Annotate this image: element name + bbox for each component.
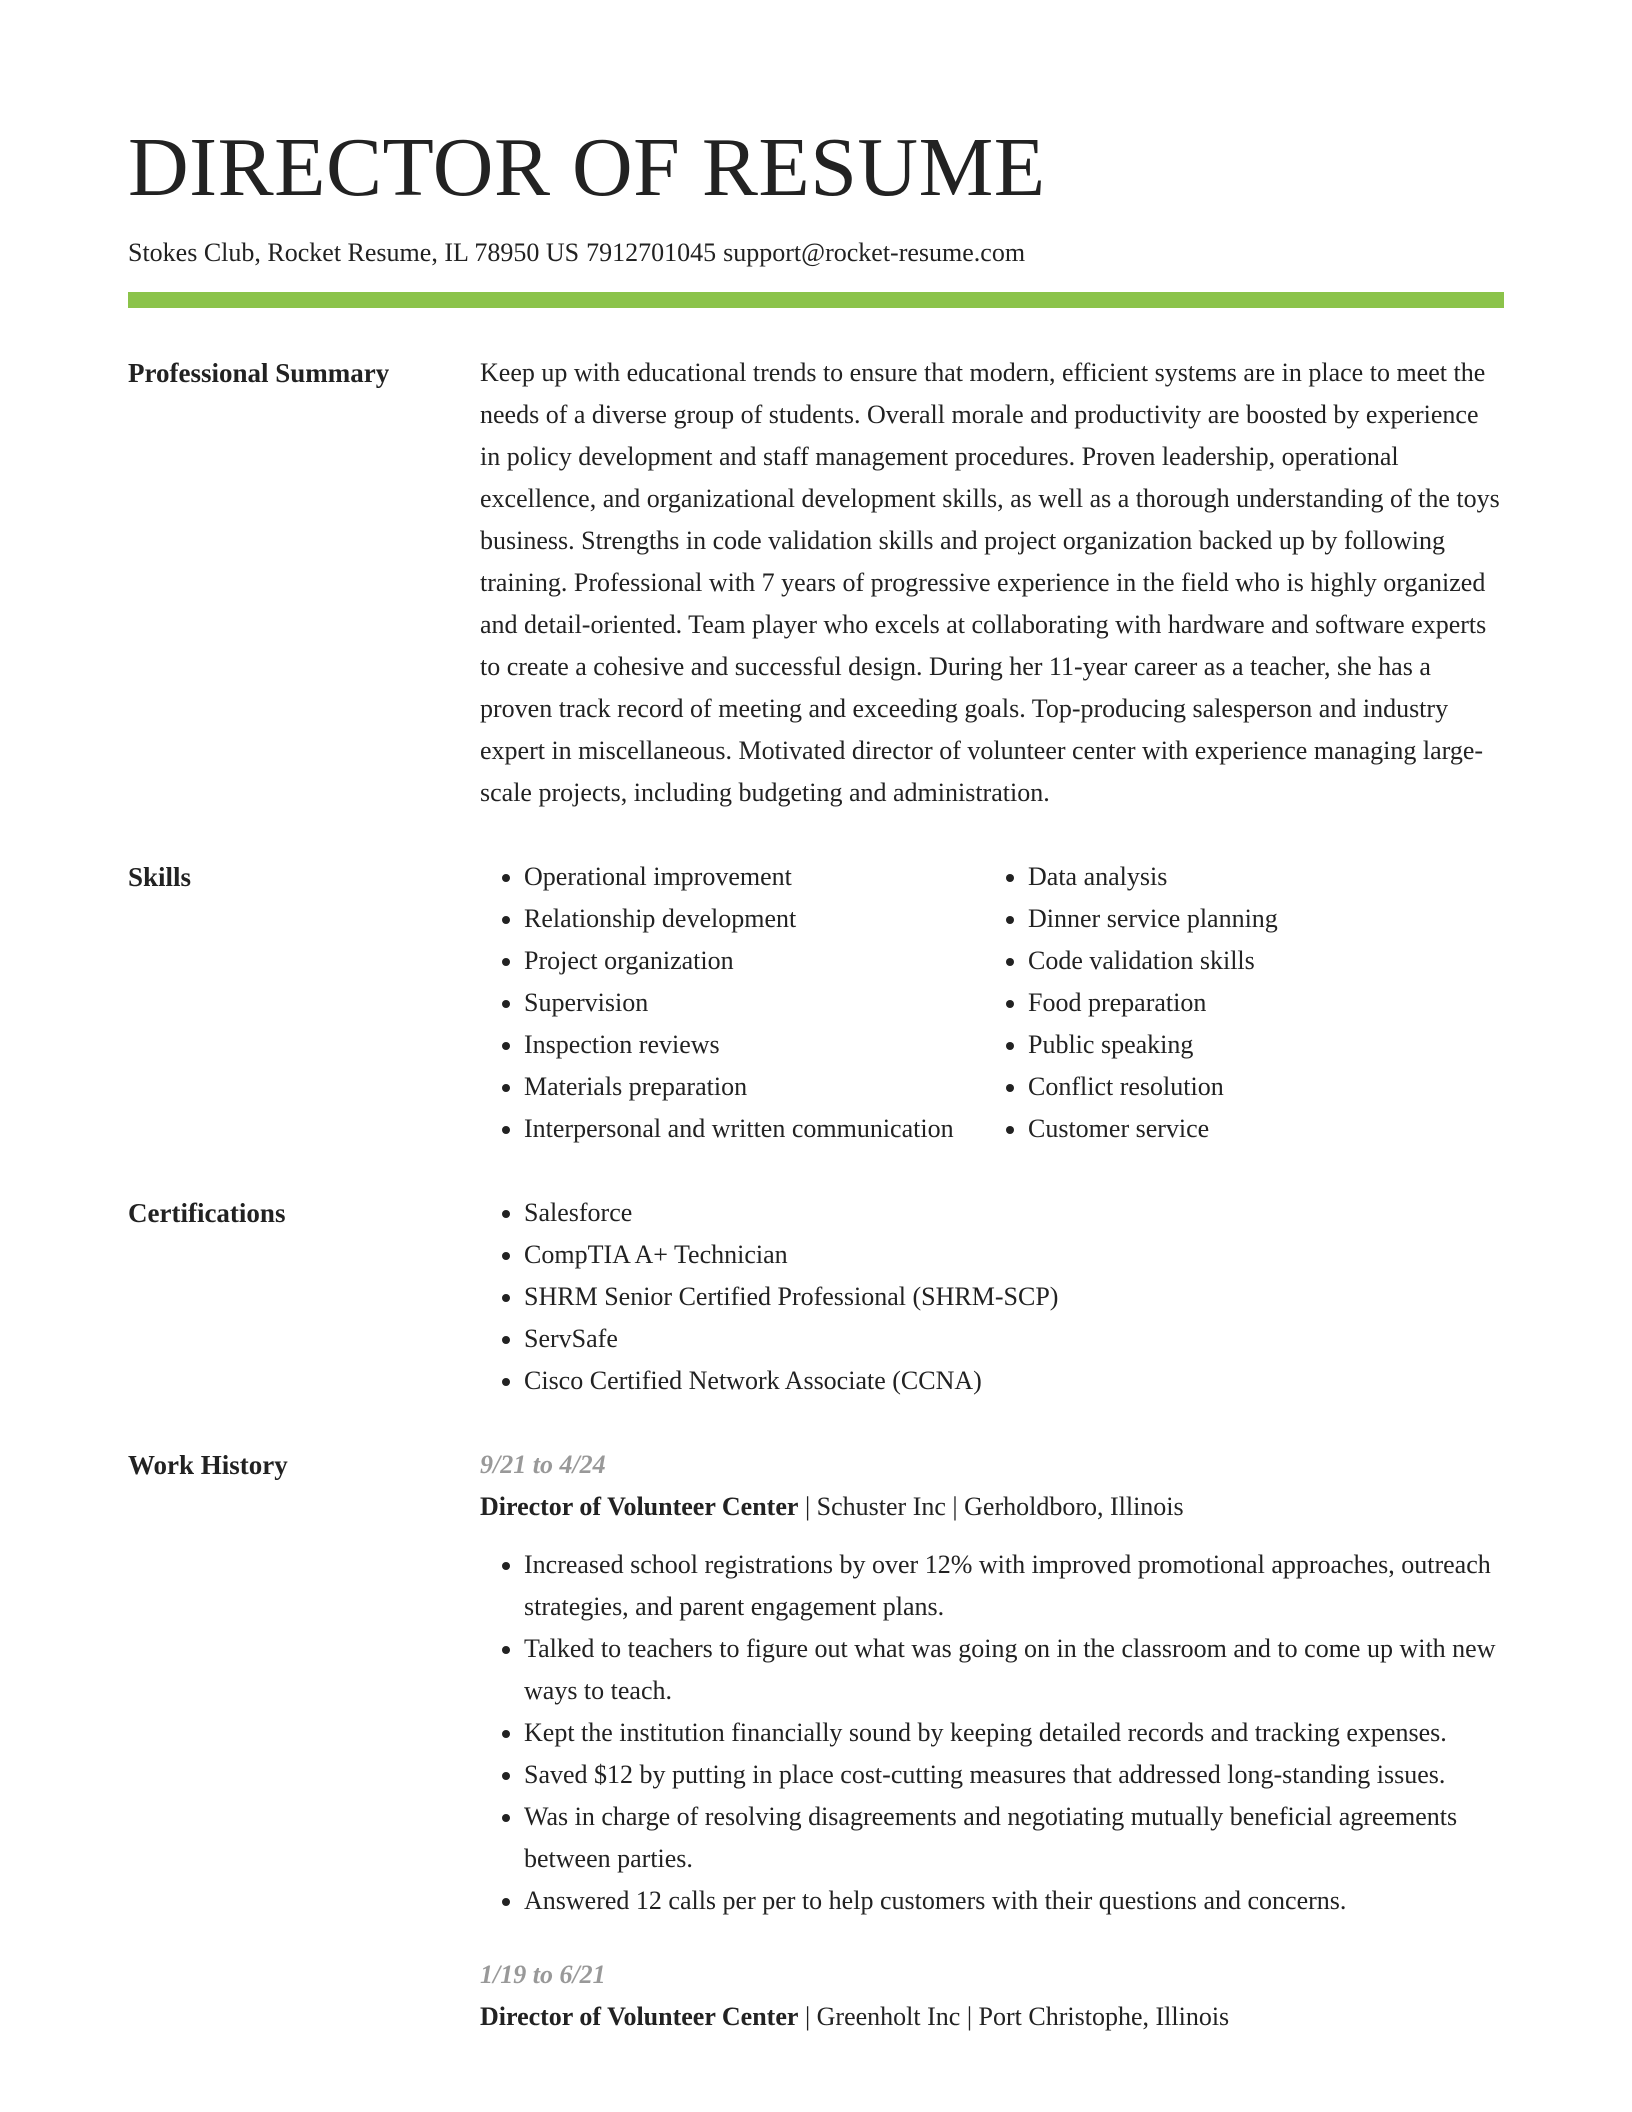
skill-item: • Supervision	[524, 982, 984, 1024]
skill-item: • Inspection reviews	[524, 1024, 984, 1066]
contact-email: support@rocket-resume.com	[723, 238, 1026, 267]
skill-item: • Food preparation	[1028, 982, 1278, 1024]
certifications-section	[128, 1198, 1504, 1402]
job-bullet: • Talked to teachers to figure out what was going on in the classroom and to come up with new ways to teach.	[524, 1628, 1504, 1712]
job-dates: 1/19 to 6/21	[480, 1960, 606, 1989]
work-history-list	[480, 1450, 1504, 2038]
job-bullet: • Kept the institution financially sound by keeping detailed records and tracking expenses.	[524, 1712, 1504, 1754]
certification-item: • SHRM Senior Certified Professional (SHRM-SCP)	[524, 1276, 1504, 1318]
resume-name: DIRECTOR OF RESUME	[128, 121, 1046, 214]
job-location: Gerholdboro, Illinois	[964, 1492, 1184, 1521]
job-separator: |	[960, 2002, 979, 2031]
skills-heading: Skills	[128, 862, 192, 892]
certification-item: • Cisco Certified Network Associate (CCNA)	[524, 1360, 1504, 1402]
skill-item: • Operational improvement	[524, 856, 984, 898]
certification-item: • CompTIA A+ Technician	[524, 1234, 1504, 1276]
certifications-list	[480, 1192, 1504, 1402]
skills-column-2	[984, 856, 1278, 1150]
skill-item: • Relationship development	[524, 898, 984, 940]
job-bullets	[480, 1544, 1504, 1922]
summary-section	[128, 358, 1504, 814]
skill-item: • Public speaking	[1028, 1024, 1278, 1066]
skills-section	[128, 862, 1504, 1150]
job-entry	[480, 1954, 1504, 2038]
summary-heading: Professional Summary	[128, 358, 390, 388]
contact-address: Stokes Club, Rocket Resume, IL 78950 US	[128, 238, 580, 267]
job-bullet: • Was in charge of resolving disagreements and negotiating mutually beneficial agreements between parties.	[524, 1796, 1504, 1880]
certifications-heading: Certifications	[128, 1198, 286, 1228]
job-separator: |	[798, 2002, 817, 2031]
skill-item: • Dinner service planning	[1028, 898, 1278, 940]
skills-column-1	[480, 856, 984, 1150]
summary-text: Keep up with educational trends to ensure that modern, efficient systems are in place to meet the needs of a diverse group of students. Overall morale and productivity are boosted by experience in policy development and staff management procedures. Proven leadership, operational excellence, and organizational development skills, as well as a thorough understanding of the toys business. Strengths in code validation skills and project organization backed up by following training. Professional with 7 years of progressive experience in the field who is highly organized and detail-oriented. Team player who excels at collaborating with hardware and software experts to create a cohesive and successful design. During her 11-year career as a teacher, she has a proven track record of meeting and exceeding goals. Top-producing salesperson and industry expert in miscellaneous. Motivated director of volunteer center with experience managing large-scale projects, including budgeting and administration.	[480, 358, 1500, 807]
job-company: Schuster Inc	[816, 1492, 946, 1521]
skills-grid	[480, 856, 1504, 1150]
contact-line	[128, 236, 1504, 270]
job-bullet: • Increased school registrations by over 12% with improved promotional approaches, outreach strategies, and parent engagement plans.	[524, 1544, 1504, 1628]
job-bullet: • Answered 12 calls per per to help customers with their questions and concerns.	[524, 1880, 1504, 1922]
job-title: Director of Volunteer Center	[480, 2002, 799, 2031]
work-history-section	[128, 1450, 1504, 2038]
job-entry	[480, 1444, 1504, 1922]
job-dates: 9/21 to 4/24	[480, 1450, 606, 1479]
job-bullet: • Saved $12 by putting in place cost-cutting measures that addressed long-standing issues.	[524, 1754, 1504, 1796]
job-separator: |	[945, 1492, 965, 1521]
skill-item: • Data analysis	[1028, 856, 1278, 898]
certification-item: • Salesforce	[524, 1192, 1504, 1234]
job-title-line	[480, 1996, 1504, 2038]
skill-item: • Customer service	[1028, 1108, 1278, 1150]
skill-item: • Project organization	[524, 940, 984, 982]
skill-item: • Conflict resolution	[1028, 1066, 1278, 1108]
job-separator: |	[798, 1492, 817, 1521]
job-location: Port Christophe, Illinois	[978, 2002, 1230, 2031]
work-history-heading: Work History	[128, 1450, 288, 1480]
header-divider	[128, 292, 1504, 308]
contact-phone: 7912701045	[586, 238, 717, 267]
job-title: Director of Volunteer Center	[480, 1492, 799, 1521]
skill-item: • Materials preparation	[524, 1066, 984, 1108]
job-company: Greenholt Inc	[816, 2002, 961, 2031]
skill-item: • Interpersonal and written communication	[524, 1108, 984, 1150]
certification-item: • ServSafe	[524, 1318, 1504, 1360]
job-title-line	[480, 1486, 1504, 1528]
skill-item: • Code validation skills	[1028, 940, 1278, 982]
